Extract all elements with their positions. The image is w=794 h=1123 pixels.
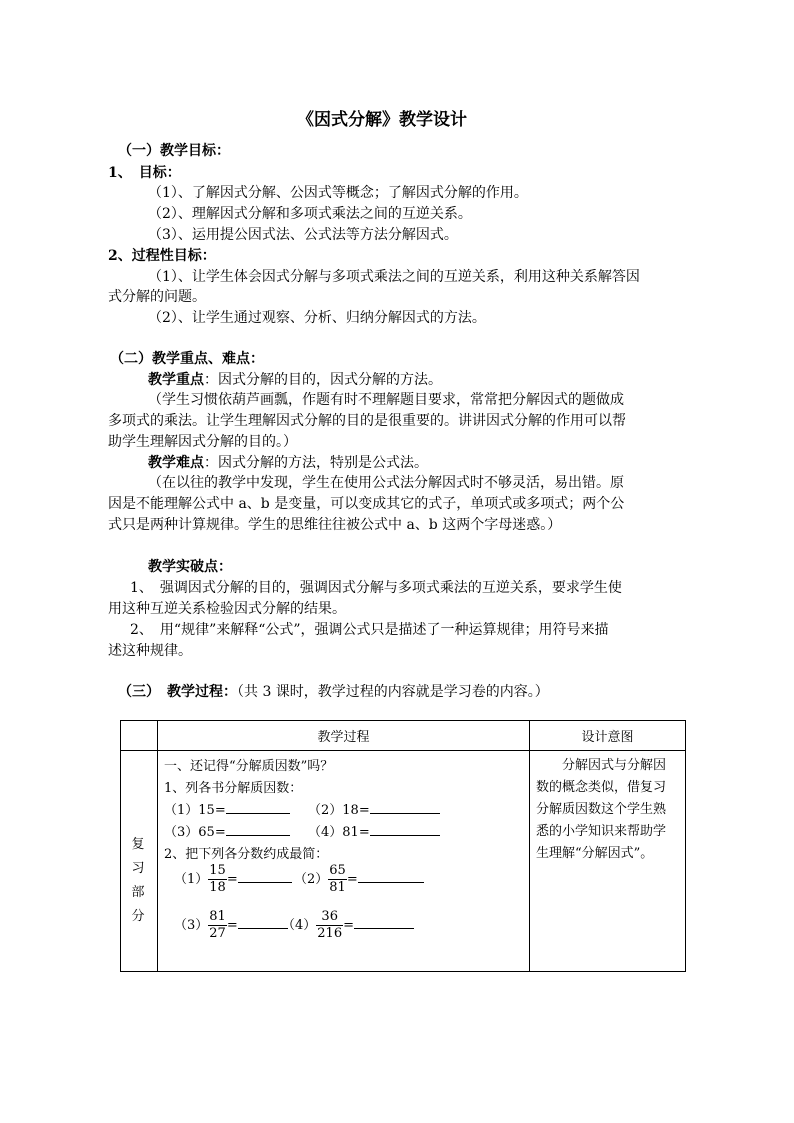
section2-heading: （二）教学重点、难点： <box>110 351 264 367</box>
answer-blank[interactable] <box>354 916 414 929</box>
focus-note-line: 助学生理解因式分解的目的。） <box>108 434 297 450</box>
row-label-cell <box>121 751 158 972</box>
fraction <box>328 863 347 896</box>
goal-item: （2）、理解因式分解和多项式乘法之间的互逆关系。 <box>148 206 472 222</box>
answer-blank[interactable] <box>358 870 424 883</box>
section3-note: （共 3 课时，教学过程的内容就是学习卷的内容。） <box>237 684 549 700</box>
fraction-label: （4） <box>282 918 317 933</box>
process-goals-heading: 2、过程性目标： <box>108 248 216 264</box>
row-label-char: 部 <box>131 885 145 900</box>
intent-content-cell <box>530 751 686 972</box>
intent-line: 分解质因数这个学生熟 <box>536 802 667 817</box>
question-heading: 一、还记得“分解质因数”吗？ <box>164 759 334 774</box>
intent-line: 生理解“分解因式”。 <box>536 846 654 861</box>
fraction-item <box>174 863 292 896</box>
equals-sign: = <box>226 872 238 887</box>
q1-item <box>164 821 290 840</box>
equals-sign: = <box>226 918 238 933</box>
row-label-char: 分 <box>131 909 145 924</box>
difficulty-note-line: 式只是两种计算规律。学生的思维往往被公式中 a、b 这两个字母迷惑。） <box>108 517 562 533</box>
breakthrough-line: 用这种互逆关系检验因式分解的结果。 <box>108 601 346 617</box>
fraction <box>208 863 227 896</box>
q1-item <box>308 821 440 840</box>
answer-blank[interactable] <box>370 801 440 814</box>
answer-blank[interactable] <box>226 823 290 836</box>
q2-heading: 2、把下列各分数约成最简： <box>164 847 329 862</box>
answer-blank[interactable] <box>238 870 292 883</box>
fraction-label: （2） <box>294 872 329 887</box>
fraction-numerator: 15 <box>209 863 226 878</box>
fraction <box>316 909 343 942</box>
fraction-denominator: 216 <box>317 926 343 941</box>
focus-note-line: 多项式的乘法。让学生理解因式分解的目的是很重要的。讲讲因式分解的作用可以帮 <box>108 413 626 429</box>
breakthrough-line: 1、 强调因式分解的目的，强调因式分解与多项式乘法的互逆关系，要求学生使 <box>130 580 622 596</box>
equals-sign: = <box>346 872 358 887</box>
row-label-char: 习 <box>131 861 145 876</box>
answer-blank[interactable] <box>226 801 290 814</box>
q1-item <box>308 799 440 818</box>
focus-text: ：因式分解的目的，因式分解的方法。 <box>204 372 442 388</box>
q1-item-label: （2）18= <box>308 803 370 818</box>
breakthrough-line: 2、 用“规律”来解释“公式”，强调公式只是描述了一种运算规律；用符号来描 <box>130 622 609 638</box>
fraction-denominator: 18 <box>209 880 226 895</box>
section1-heading: （一）教学目标： <box>118 143 230 159</box>
focus-label: 教学重点 <box>148 372 204 388</box>
q1-item-label: （4）81= <box>308 825 370 840</box>
breakthrough-heading: 教学实破点： <box>148 559 232 575</box>
difficulty-note-line: 因是不能理解公式中 a、b 是变量，可以变成其它的式子，单项式或多项式；两个公 <box>108 496 625 512</box>
fraction-denominator: 81 <box>329 880 346 895</box>
intent-line: 分解因式与分解因 <box>536 758 667 773</box>
col-header-intent: 设计意图 <box>530 721 686 751</box>
fraction-item <box>282 909 414 942</box>
goals-heading: 1、 目标： <box>108 165 181 181</box>
difficulty-line <box>148 452 428 472</box>
process-goal-line: （1）、让学生体会因式分解与多项式乘法之间的互逆关系，利用这种关系解答因 <box>148 269 640 285</box>
q1-item-label: （3）65= <box>164 825 226 840</box>
teaching-process-table <box>120 720 686 972</box>
section3-line <box>118 681 549 701</box>
difficulty-note-line: （在以往的教学中发现，学生在使用公式法分解因式时不够灵活，易出错。原 <box>148 475 624 491</box>
section3-heading: （三） 教学过程： <box>118 684 237 700</box>
col-header-process: 教学过程 <box>158 721 530 751</box>
intent-line: 悉的小学知识来帮助学 <box>536 824 667 839</box>
fraction-item <box>174 909 288 942</box>
difficulty-text: ：因式分解的方法，特别是公式法。 <box>204 455 428 471</box>
q1-item-label: （1）15= <box>164 803 226 818</box>
focus-line <box>148 369 442 389</box>
q1-heading: 1、列各书分解质因数： <box>164 781 303 796</box>
fraction-label: （3） <box>174 918 209 933</box>
fraction-denominator: 27 <box>209 926 226 941</box>
intent-line: 数的概念类似，借复习 <box>536 780 667 795</box>
fraction-numerator: 65 <box>329 863 346 878</box>
goal-item: （1）、了解因式分解、公因式等概念；了解因式分解的作用。 <box>148 185 528 201</box>
fraction-numerator: 36 <box>316 909 343 926</box>
difficulty-label: 教学难点 <box>148 455 204 471</box>
answer-blank[interactable] <box>370 823 440 836</box>
answer-blank[interactable] <box>238 916 288 929</box>
focus-note-line: （学生习惯依葫芦画瓢，作题有时不理解题目要求，常常把分解因式的题做成 <box>148 392 624 408</box>
goal-item: （3）、运用提公因式法、公式法等方法分解因式。 <box>148 227 458 243</box>
row-label-char: 复 <box>131 837 145 852</box>
table-corner-cell <box>121 721 158 751</box>
fraction-item <box>294 863 424 896</box>
fraction-numerator: 81 <box>209 909 226 924</box>
equals-sign: = <box>343 918 355 933</box>
breakthrough-line: 述这种规律。 <box>108 643 192 659</box>
q1-item <box>164 799 290 818</box>
fraction <box>208 909 227 942</box>
process-goal-line: 式分解的问题。 <box>108 289 206 305</box>
fraction-label: （1） <box>174 872 209 887</box>
process-goal-line: （2）、让学生通过观察、分析、归纳分解因式的方法。 <box>148 310 486 326</box>
page-title: 《因式分解》教学设计 <box>297 110 467 130</box>
process-content-cell <box>158 751 530 972</box>
